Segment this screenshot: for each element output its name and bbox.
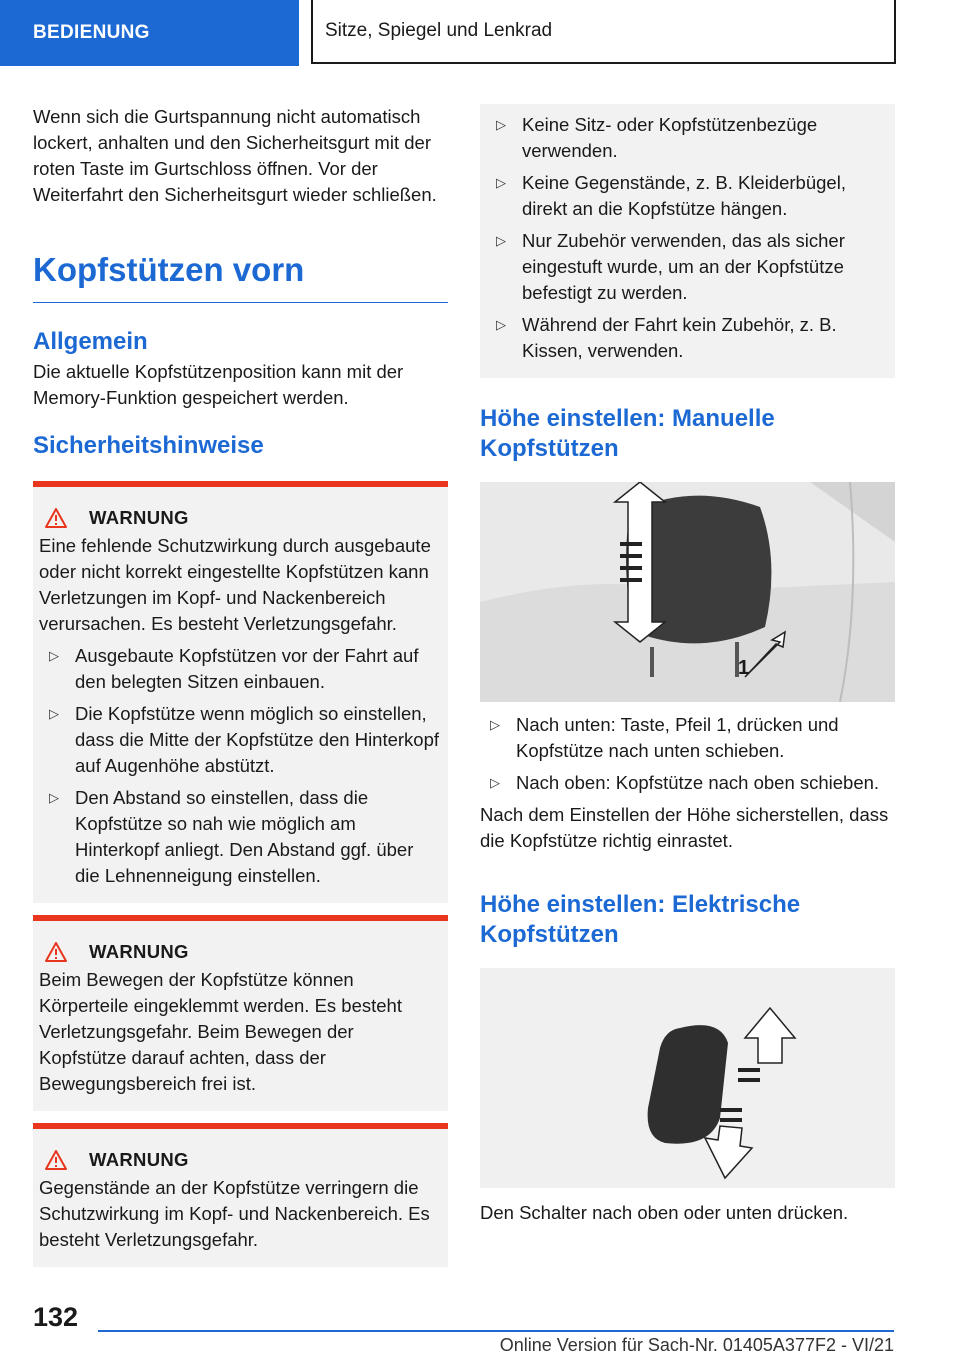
list-item: ▷ Keine Gegenstände, z. B. Kleiderbügel, direkt an die Kopfstütze hängen. xyxy=(496,172,846,219)
left-column xyxy=(33,104,448,1267)
list-item: ▷ Den Abstand so einstellen, dass die Kopfstütze so nah wie möglich am Hinterkopf anliegt. Den Abstand ggf. über die Lehnenneigung einstellen. xyxy=(49,787,414,886)
warning-box xyxy=(33,915,448,1111)
manual-list xyxy=(480,712,895,796)
triangle-bullet-icon: ▷ xyxy=(490,775,500,790)
triangle-bullet-icon: ▷ xyxy=(496,317,506,332)
list-item: ▷ Die Kopfstütze wenn möglich so einstellen, dass die Mitte der Kopfstütze den Hinterkopf auf Augenhöhe abstützt. xyxy=(49,703,440,776)
headrest-switch-illustration xyxy=(480,968,895,1188)
warning-header xyxy=(39,941,440,963)
warning-box xyxy=(33,1123,448,1267)
warning-text: Gegenstände an der Kopfstütze verringern die Schutzwirkung im Kopf- und Nackenbereich. Es besteht Verletzungsgefahr. xyxy=(39,1177,430,1250)
chapter-title: Sitze, Spiegel und Lenkrad xyxy=(311,0,896,64)
triangle-bullet-icon: ▷ xyxy=(496,117,506,132)
list-item: ▷ Nach unten: Taste, Pfeil 1, drücken und Kopfstütze nach unten schieben. xyxy=(490,714,839,761)
triangle-bullet-icon: ▷ xyxy=(496,233,506,248)
warning-triangle-icon xyxy=(45,1150,67,1170)
warning-header xyxy=(39,507,440,529)
triangle-bullet-icon: ▷ xyxy=(49,648,59,663)
warning-label: WARNUNG xyxy=(89,1149,189,1170)
safety-heading: Sicherheitshinweise xyxy=(33,432,264,459)
triangle-bullet-icon: ▷ xyxy=(49,706,59,721)
manual-after-text: Nach dem Einstellen der Höhe sicherstellen, dass die Kopfstütze richtig einrastet. xyxy=(480,804,889,851)
warning-list xyxy=(39,643,440,889)
warning-text: Eine fehlende Schutzwirkung durch ausgebaute oder nicht korrekt eingestellte Kopfstützen kann Verletzungen im Kopf- und Nackenbereich verursachen. Es besteht Verletzungsgefahr. xyxy=(39,535,431,634)
warning-header xyxy=(39,1149,440,1171)
list-item: ▷ Während der Fahrt kein Zubehör, z. B. Kissen, verwenden. xyxy=(496,314,837,361)
headrest-electric-figure xyxy=(480,968,895,1188)
notes-box xyxy=(480,104,895,378)
warning-text: Beim Bewegen der Kopfstütze können Körperteile eingeklemmt werden. Es besteht Verletzungsgefahr. Beim Bewegen der Kopfstütze darauf achten, dass der Bewegungsbereich frei ist. xyxy=(39,969,402,1094)
triangle-bullet-icon: ▷ xyxy=(496,175,506,190)
warning-box xyxy=(33,481,448,903)
warning-triangle-icon xyxy=(45,942,67,962)
page-header xyxy=(0,0,960,66)
list-item: ▷ Nur Zubehör verwenden, das als sicher eingestuft wurde, um an der Kopfstütze befestigt zu werden. xyxy=(496,230,845,303)
list-item: ▷ Nach oben: Kopfstütze nach oben schieben. xyxy=(480,770,895,796)
page-number: 132 xyxy=(33,1302,79,1332)
manual-heading: Höhe einstellen: Manuelle Kopfstützen xyxy=(480,405,775,462)
allgemein-heading: Allgemein xyxy=(33,328,148,355)
headrest-manual-figure xyxy=(480,482,895,702)
allgemein-text: Die aktuelle Kopfstützenposition kann mit der Memory-Funktion gespeichert werden. xyxy=(33,361,404,408)
section-label: BEDIENUNG xyxy=(0,0,299,66)
triangle-bullet-icon: ▷ xyxy=(49,790,59,805)
footer-version-text: Online Version für Sach-Nr. 01405A377F2 - VI/21 xyxy=(499,1335,894,1355)
electric-text: Den Schalter nach oben oder unten drücken. xyxy=(480,1202,849,1223)
figure-callout-number: 1 xyxy=(738,657,750,679)
list-item: ▷ Ausgebaute Kopfstützen vor der Fahrt auf den belegten Sitzen einbauen. xyxy=(49,645,419,692)
footer-divider xyxy=(98,1330,894,1332)
electric-heading: Höhe einstellen: Elektrische Kopfstützen xyxy=(480,891,801,948)
warning-label: WARNUNG xyxy=(89,507,189,528)
intro-paragraph: Wenn sich die Gurtspannung nicht automatisch lockert, anhalten und den Sicherheitsgurt mit der roten Taste im Gurtschloss öffnen. Vor der Weiterfahrt den Sicherheitsgurt wieder schließen. xyxy=(33,106,437,205)
headrest-manual-illustration xyxy=(480,482,895,702)
notes-list xyxy=(486,112,883,364)
list-item: ▷ Keine Sitz- oder Kopfstützenbezüge verwenden. xyxy=(496,114,818,161)
warning-label: WARNUNG xyxy=(89,941,189,962)
section-heading: Kopfstützen vorn xyxy=(33,250,448,303)
triangle-bullet-icon: ▷ xyxy=(490,717,500,732)
right-column xyxy=(480,104,895,1226)
warning-triangle-icon xyxy=(45,508,67,528)
